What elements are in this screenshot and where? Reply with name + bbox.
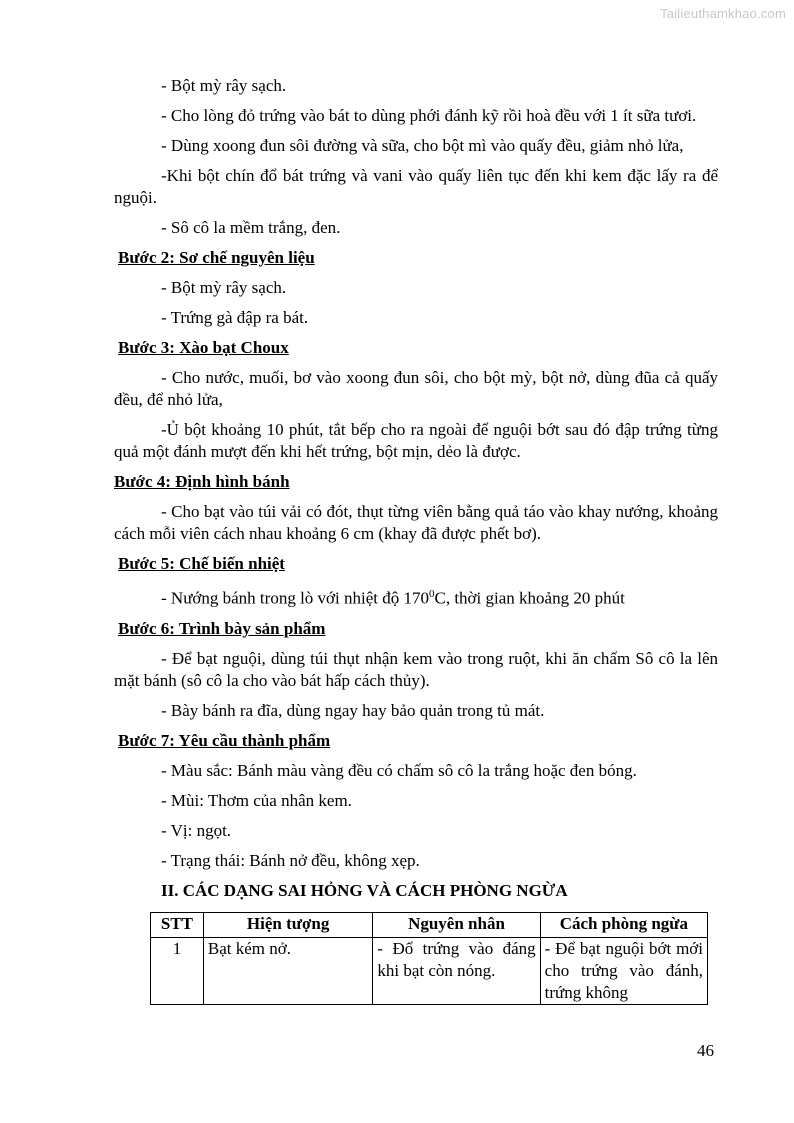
intro-item-2: - Cho lòng đỏ trứng vào bát to dùng phới đánh kỹ rồi hoà đều với 1 ít sữa tươi. — [161, 106, 697, 125]
step2-item-1: - Bột mỳ rây sạch. — [161, 278, 287, 297]
step5-item-1 — [114, 583, 718, 610]
step6-item-1: - Để bạt nguội, dùng túi thụt nhận kem vào trong ruột, khi ăn chấm Sô cô la lên mặt bánh (sô cô la cho vào bát hấp cách thủy). — [114, 648, 718, 690]
cell-phenomenon: Bạt kém nở. — [203, 937, 372, 1004]
watermark: Tailieuthamkhao.com — [660, 6, 786, 21]
step5-heading: Bước 5: Chế biến nhiệt — [118, 554, 285, 573]
intro-item-4: -Khi bột chín đổ bát trứng và vani vào quấy liên tục đến khi kem đặc lấy ra để nguội. — [114, 166, 718, 207]
step7-heading: Bước 7: Yêu cầu thành phẩm — [118, 730, 331, 750]
intro-item-3: - Dùng xoong đun sôi đường và sữa, cho bột mì vào quấy đều, giảm nhỏ lửa, — [161, 136, 684, 155]
header-cause: Nguyên nhân — [373, 912, 540, 937]
header-phenomenon: Hiện tượng — [203, 912, 372, 937]
defects-table — [150, 912, 708, 1005]
header-stt: STT — [151, 912, 204, 937]
step2-item-2: - Trứng gà đập ra bát. — [161, 308, 309, 327]
step2-heading: Bước 2: Sơ chế nguyên liệu — [118, 248, 315, 267]
table-header-row — [151, 912, 708, 937]
step3-heading: Bước 3: Xào bạt Choux — [118, 338, 289, 357]
step3-item-2: -Ủ bột khoảng 10 phút, tắt bếp cho ra ngoài để nguội bớt sau đó đập trứng từng quả một đánh mượt đến khi hết trứng, bột mịn, dẻo là được. — [114, 420, 718, 461]
intro-item-1: - Bột mỳ rây sạch. — [161, 76, 287, 95]
page-content — [114, 75, 718, 1005]
step3-item-1: - Cho nước, muối, bơ vào xoong đun sôi, cho bột mỳ, bột nở, dùng đũa cả quấy đều, để nhỏ lửa, — [114, 368, 718, 409]
step4-heading: Bước 4: Định hình bánh — [114, 472, 290, 491]
step6-item-2: - Bày bánh ra đĩa, dùng ngay hay bảo quản trong tủ mát. — [161, 700, 545, 720]
degree-superscript: 0 — [429, 588, 435, 600]
table-row — [151, 937, 708, 1004]
page-number: 46 — [697, 1041, 714, 1060]
step7-item-3: - Vị: ngọt. — [161, 820, 232, 840]
header-prevention: Cách phòng ngừa — [540, 912, 707, 937]
step7-item-1: - Màu sắc: Bánh màu vàng đều có chấm sô cô la trắng hoặc đen bóng. — [161, 760, 637, 780]
cell-prevention: - Để bạt nguội bớt mới cho trứng vào đánh, trứng không — [540, 937, 707, 1004]
cell-cause: - Đổ trứng vào đáng khi bạt còn nóng. — [373, 937, 540, 1004]
step6-heading: Bước 6: Trình bày sản phẩm — [118, 618, 326, 638]
cell-stt: 1 — [151, 937, 204, 1004]
intro-item-5: - Sô cô la mềm trắng, đen. — [161, 218, 341, 237]
step7-item-4: - Trạng thái: Bánh nở đều, không xẹp. — [161, 850, 420, 870]
step5-text-after: C, thời gian khoảng 20 phút — [434, 588, 625, 608]
step7-item-2: - Mùi: Thơm của nhân kem. — [161, 790, 352, 810]
step4-item-1: - Cho bạt vào túi vải có đót, thụt từng viên bằng quả táo vào khay nướng, khoảng cách mỗi viên cách nhau khoảng 6 cm (khay đã được phết bơ). — [114, 502, 718, 543]
step5-text-before: - Nướng bánh trong lò với nhiệt độ 170 — [161, 588, 429, 608]
section2-title: II. CÁC DẠNG SAI HỎNG VÀ CÁCH PHÒNG NGỪA — [161, 880, 568, 900]
